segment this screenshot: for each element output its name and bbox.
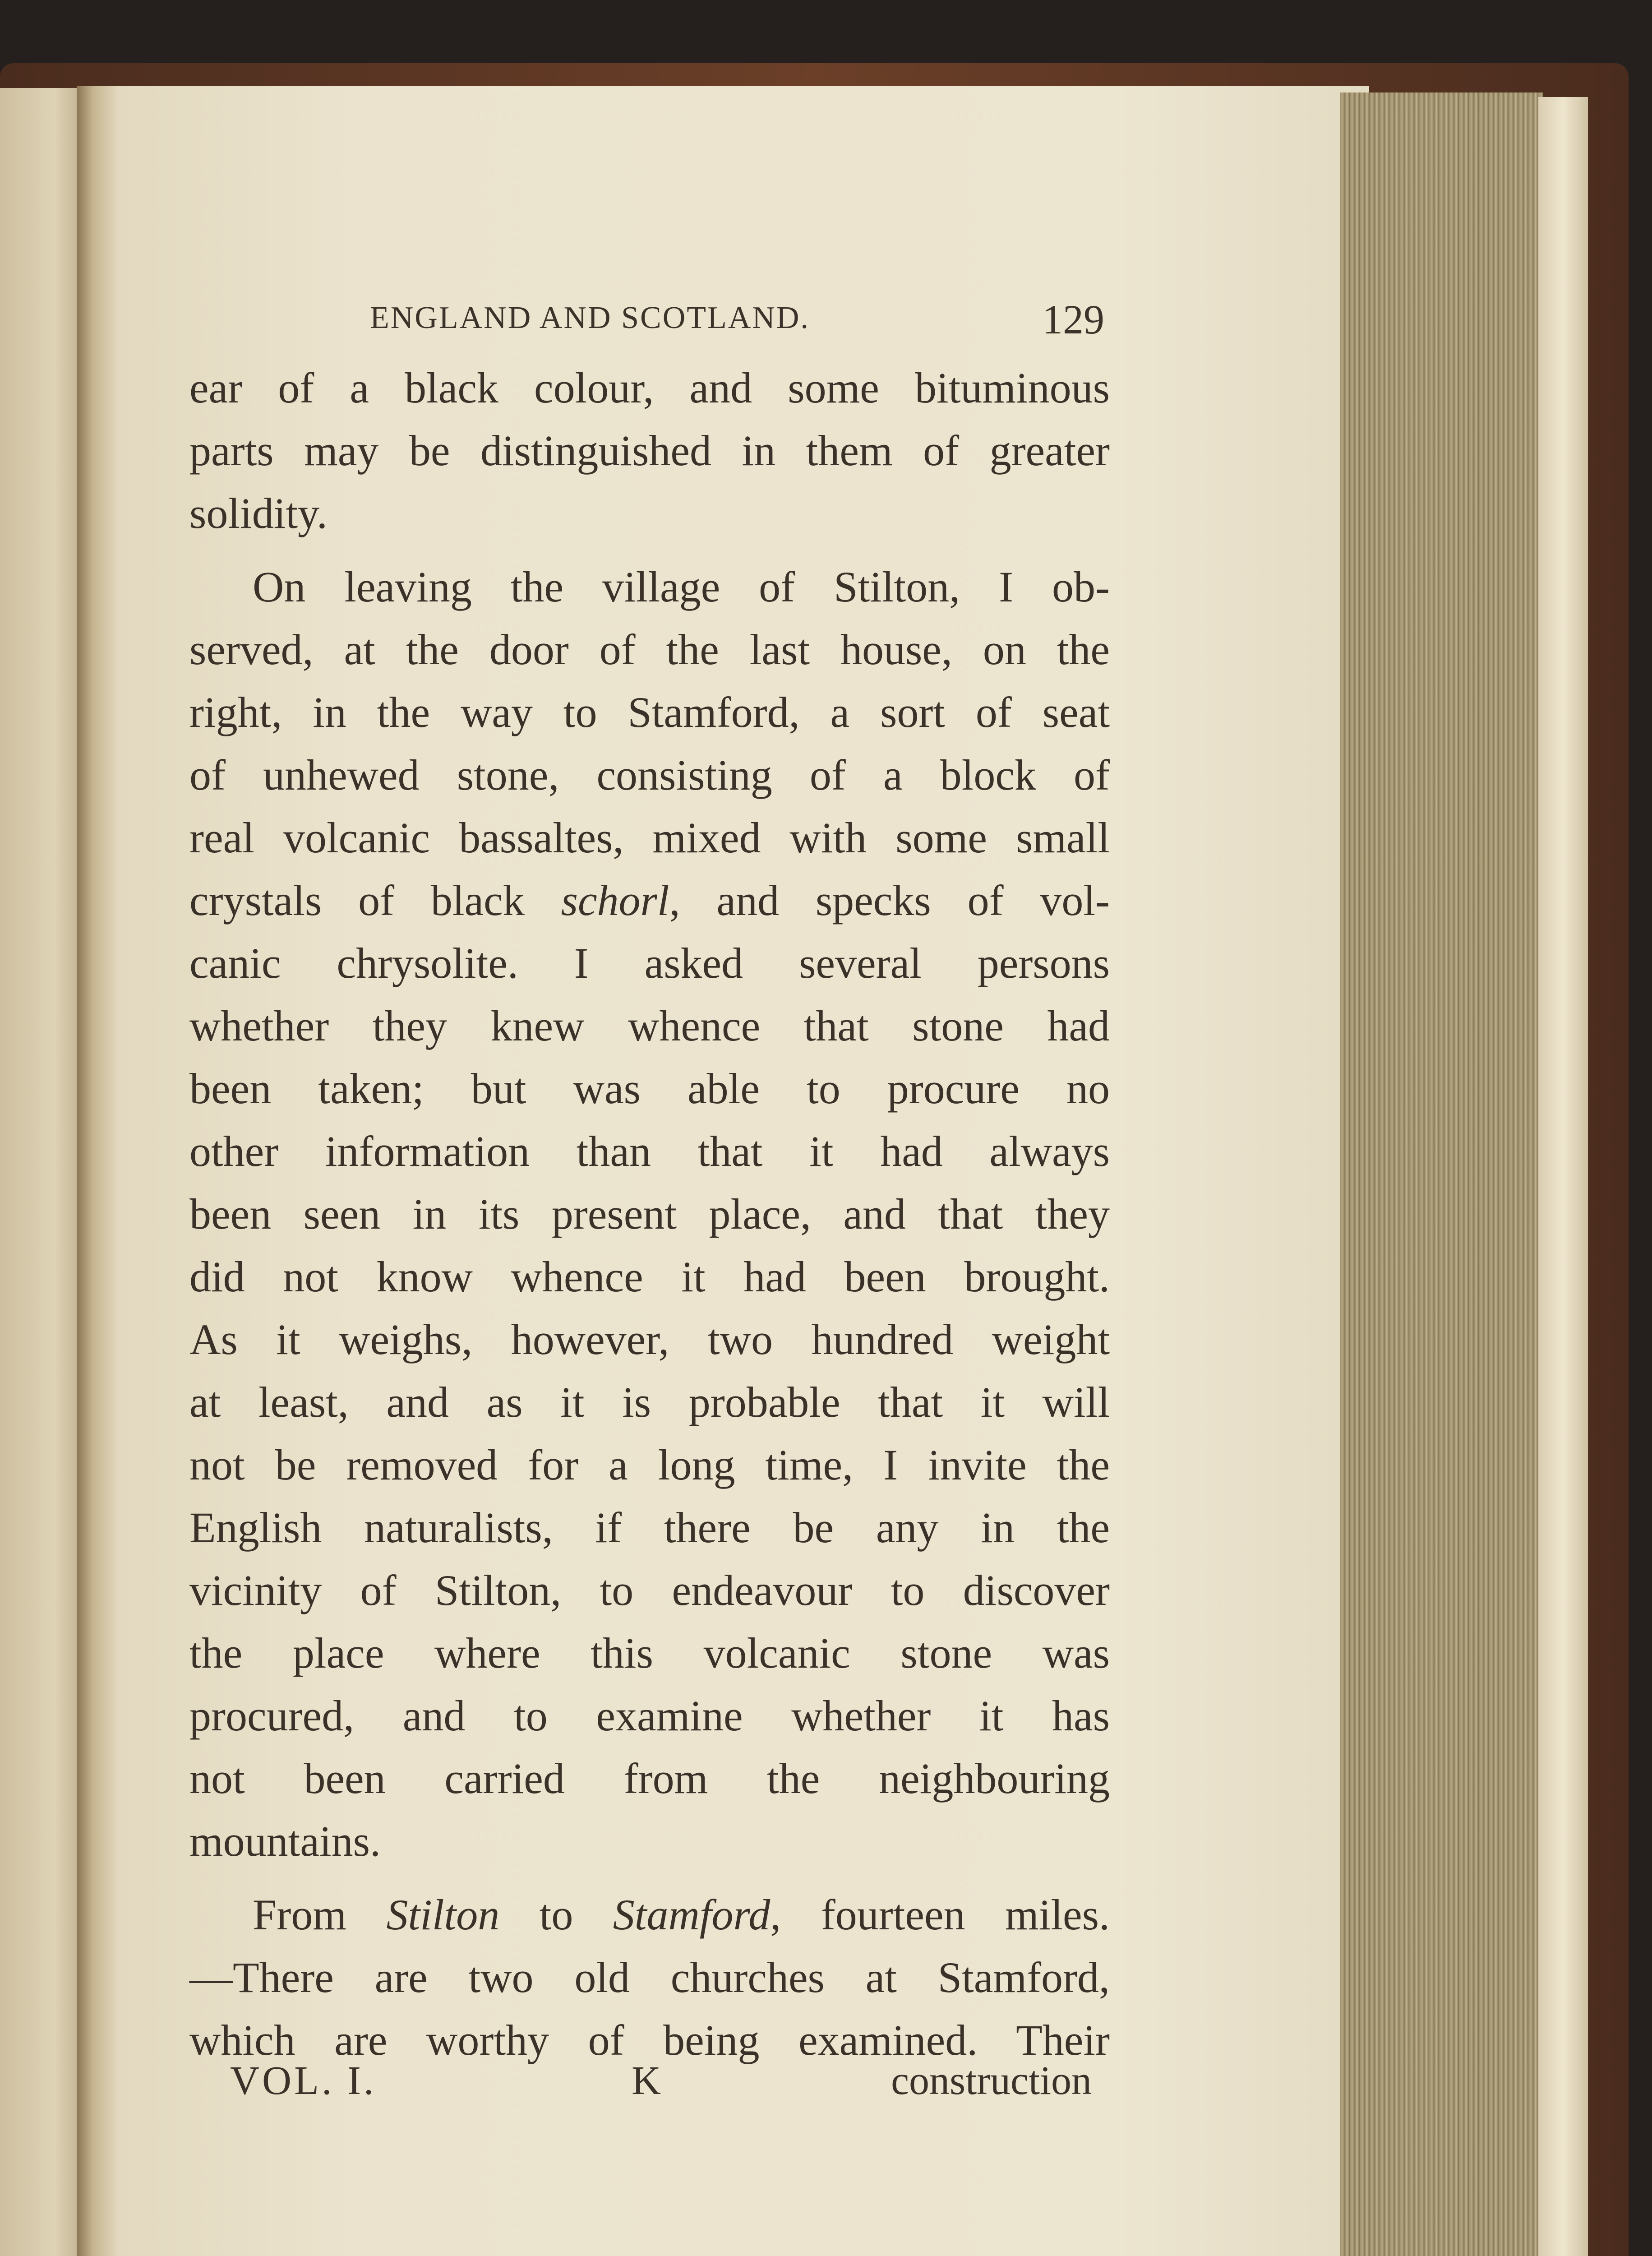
text-run: , fourteen miles. xyxy=(770,1891,1110,1939)
text-line: As it weighs, however, two hundred weight xyxy=(189,1315,1110,1364)
text-line: been seen in its present place, and that they xyxy=(189,1190,1110,1238)
italic-place: Stamford xyxy=(613,1891,771,1939)
text-line: canic chrysolite. I asked several persons xyxy=(189,939,1110,987)
text-run: From xyxy=(253,1891,387,1939)
text-line: whether they knew whence that stone had xyxy=(189,1002,1110,1050)
text-line: real volcanic bassaltes, mixed with some small xyxy=(189,814,1110,862)
text-line: procured, and to examine whether it has xyxy=(189,1692,1110,1740)
text-line: of unhewed stone, consisting of a block of xyxy=(189,751,1110,799)
text-line xyxy=(189,1883,1110,1946)
text-line: mountains. xyxy=(189,1817,381,1865)
page-number: 129 xyxy=(1042,296,1104,342)
text-line: right, in the way to Stamford, a sort of seat xyxy=(189,688,1110,736)
text-line: at least, and as it is probable that it will xyxy=(189,1378,1110,1426)
italic-term: schorl xyxy=(561,876,669,925)
text-line: On leaving the village of Stilton, I ob- xyxy=(253,563,1110,611)
text-line: English naturalists, if there be any in the xyxy=(189,1503,1110,1552)
text-run: to xyxy=(499,1891,613,1939)
signature-volume: VOL. I. xyxy=(230,2058,377,2103)
text-line: the place where this volcanic stone was xyxy=(189,1629,1110,1677)
page-edges xyxy=(1340,92,1543,2256)
text-line: parts may be distinguished in them of greater xyxy=(189,426,1110,475)
text-line: not been carried from the neighbouring xyxy=(189,1754,1110,1803)
italic-place: Stilton xyxy=(386,1891,500,1939)
running-head: ENGLAND AND SCOTLAND. xyxy=(370,300,810,335)
text-run: , and specks of vol- xyxy=(669,876,1110,925)
body-text xyxy=(189,356,1110,2071)
text-line: been taken; but was able to procure no xyxy=(189,1064,1110,1113)
text-line: not be removed for a long time, I invite the xyxy=(189,1441,1110,1489)
text-line: other information than that it had always xyxy=(189,1127,1110,1175)
text-line: —There are two old churches at Stamford, xyxy=(189,1953,1110,2002)
text-line: ear of a black colour, and some bituminous xyxy=(189,364,1110,412)
text-line: vicinity of Stilton, to endeavour to discover xyxy=(189,1566,1110,1614)
signature-mark: K xyxy=(632,2058,661,2103)
text-line: which are worthy of being examined. Their xyxy=(189,2016,1110,2064)
text-line xyxy=(189,869,1110,932)
text-run: crystals of black xyxy=(189,876,561,925)
book-gutter xyxy=(77,86,117,2256)
catchword: construction xyxy=(891,2058,1092,2103)
text-line: did not know whence it had been brought. xyxy=(189,1253,1110,1301)
fore-edge xyxy=(1538,97,1588,2256)
text-line: served, at the door of the last house, on the xyxy=(189,625,1110,674)
text-line: solidity. xyxy=(189,489,328,537)
